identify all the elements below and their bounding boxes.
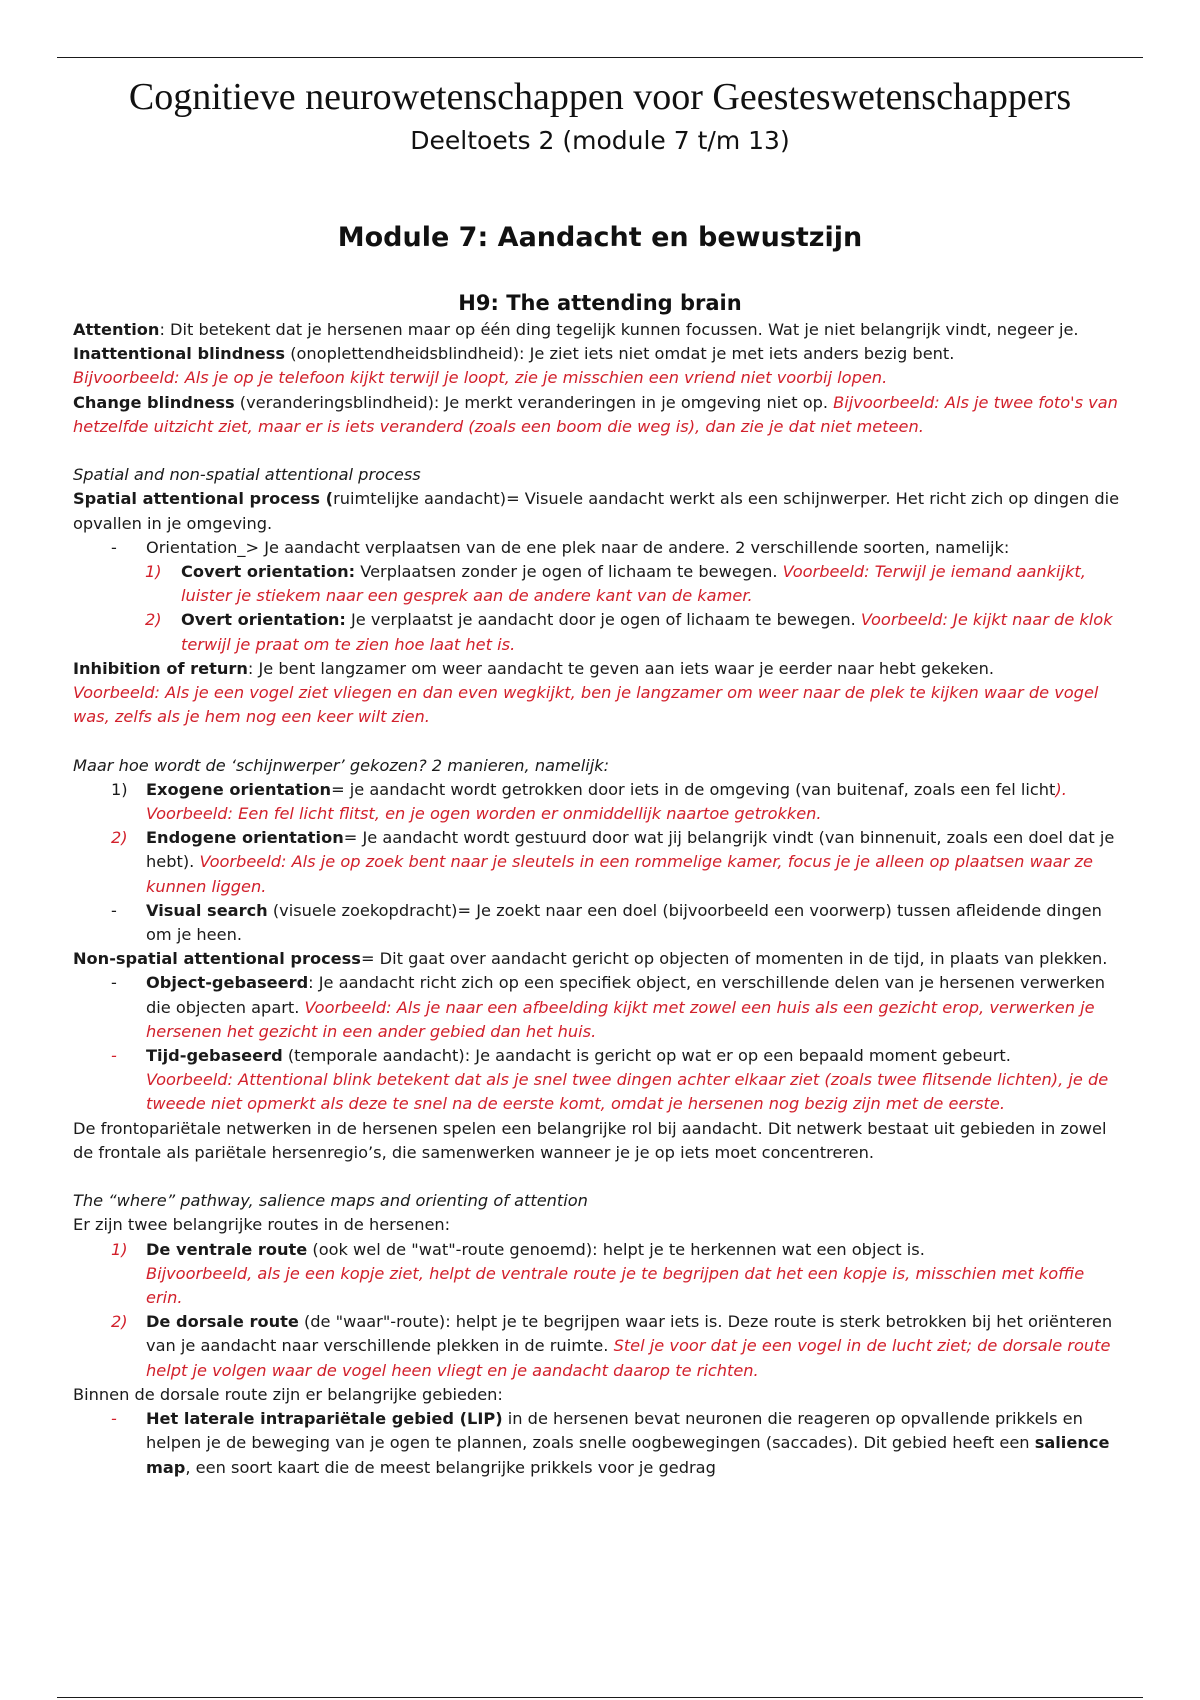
inhibition-paragraph: Inhibition of return: Je bent langzamer om weer aandacht te geven aan iets waar je eerder naar hebt gekeken. — [73, 658, 995, 678]
dorsal-example: Stel je voor dat je een vogel in de lucht ziet; de dorsale route helpt je volgen waar de vogel heen vliegt en je aandacht daarop te richten. — [146, 1336, 1111, 1380]
document-title: Cognitieve neurowetenschappen voor Geesteswetenschappers — [128, 76, 1072, 118]
term-tijd: Tijd-gebaseerd — [146, 1046, 283, 1066]
document-subtitle: Deeltoets 2 (module 7 t/m 13) — [410, 126, 790, 155]
term-nonspatial: Non-spatial attentional process — [73, 949, 361, 969]
chapter-heading: H9: The attending brain — [458, 291, 742, 315]
list-item-dorsal: 2) De dorsale route (de "waar"-route): helpt je te begrijpen waar iets is. Deze route is sterk betrokken bij het oriënteren van je aandacht naar verschillende plekken in de ruimte. Stel je voor dat je een vogel in de lucht ziet; de dorsale route helpt je volgen waar de vogel heen vliegt en je aandacht daarop te richten. — [111, 1312, 1113, 1380]
overt-example: Voorbeeld: Je kijkt naar de klok terwijl je praat om te zien hoe laat het is. — [181, 610, 1113, 654]
frontoparietal-paragraph: De frontopariëtale netwerken in de hersenen spelen een belangrijke rol bij aandacht. Dit netwerk bestaat uit gebieden in zowel de frontale als pariëtale hersenregio’s, die samenwerken wanneer je je op iets moet concentreren. — [73, 1118, 1107, 1162]
list-item-endogene: 2) Endogene orientation= Je aandacht wordt gestuurd door wat jij belangrijk vindt (van binnenuit, zoals een doel dat je hebt). Voorbeeld: Als je op zoek bent naar je sleutels in een rommelige kamer, focus je je alleen op plaatsen waar ze kunnen liggen. — [111, 828, 1115, 896]
list-item-ventral: 1) De ventrale route (ook wel de "wat"-route genoemd): helpt je te herkennen wat een object is. Bijvoorbeeld, als je een kopje ziet, helpt de ventrale route je te begrijpen dat het een kopje is, misschien met koffie erin. — [111, 1239, 1085, 1308]
top-rule — [57, 57, 1143, 58]
list-item-object: - Object-gebaseerd: Je aandacht richt zich op een specifiek object, en verschillende delen van je hersenen verwerken die objecten apart. Voorbeeld: Als je naar een afbeelding kijkt met zowel een huis als een gezicht erop, verwerken je hersenen het gezicht in een ander gebied dan het huis. — [111, 973, 1106, 1041]
list-item-tijd: - Tijd-gebaseerd (temporale aandacht): Je aandacht is gericht op wat er op een bepaald moment gebeurt. Voorbeeld: Attentional blink betekent dat als je snel twee dingen achter elkaar ziet (zoals twee flitsende lichten), je de tweede niet opmerkt als deze te snel na de eerste komt, omdat je hersenen nog bezig zijn met de eerste. — [111, 1046, 1109, 1114]
exogene-example: ). Voorbeeld: Een fel licht flitst, en je ogen worden er onmiddellijk naartoe getrokken. — [146, 779, 1067, 824]
list-item-exogene: 1) Exogene orientation= je aandacht wordt getrokken door iets in de omgeving (van buitenaf, zoals een fel licht). Voorbeeld: Een fel licht flitst, en je ogen worden er onmiddellijk naartoe getrokken. — [111, 779, 1067, 824]
term-change: Change blindness — [73, 392, 235, 412]
object-example: Voorbeeld: Als je naar een afbeelding kijkt met zowel een huis als een gezicht erop, verwerken je hersenen het gezicht in een ander gebied dan het huis. — [146, 997, 1095, 1041]
term-overt: Overt orientation: — [181, 610, 346, 630]
term-attention: Attention — [73, 320, 160, 339]
bottom-rule — [57, 1697, 1143, 1698]
list-item-overt: 2) Overt orientation: Je verplaatst je aandacht door je ogen of lichaam te bewegen. Voorbeeld: Je kijkt naar de klok terwijl je praat om te zien hoe laat het is. — [145, 610, 1113, 654]
document-body — [73, 318, 1123, 1480]
covert-example: Voorbeeld: Terwijl je iemand aankijkt, luister je stiekem naar een gesprek aan de andere kant van de kamer. — [181, 562, 1086, 606]
spatial-subheading: Spatial and non-spatial attentional process — [73, 465, 421, 485]
endogene-example: Voorbeeld: Als je op zoek bent naar je sleutels in een rommelige kamer, focus je je alleen op plaatsen waar ze kunnen liggen. — [146, 852, 1093, 896]
searchlight-subheading: Maar hoe wordt de ‘schijnwerper’ gekozen? 2 manieren, namelijk: — [73, 755, 610, 775]
term-object: Object-gebaseerd — [146, 973, 309, 993]
term-visual-search: Visual search — [146, 900, 268, 920]
term-spatial: Spatial attentional process ( — [73, 489, 334, 509]
spatial-paragraph: Spatial attentional process (ruimtelijke aandacht)= Visuele aandacht werkt als een schijnwerper. Het richt zich op dingen die opvallen in je omgeving. — [73, 489, 1120, 533]
term-dorsal: De dorsale route — [146, 1312, 299, 1332]
routes-intro: Er zijn twee belangrijke routes in de hersenen: — [73, 1215, 451, 1235]
inattentional-example: Bijvoorbeeld: Als je op je telefoon kijkt terwijl je loopt, zie je misschien een vriend niet voorbij lopen. — [73, 368, 888, 388]
change-example: Bijvoorbeeld: Als je twee foto's van hetzelfde uitzicht ziet, maar er is iets veranderd (zoals een boom die weg is), dan zie je dat niet meteen. — [73, 392, 1118, 436]
term-exogene: Exogene orientation — [146, 779, 332, 799]
list-item-covert: 1) Covert orientation: Verplaatsen zonder je ogen of lichaam te bewegen. Voorbeeld: Terwijl je iemand aankijkt, luister je stiekem naar een gesprek aan de andere kant van de kamer. — [145, 562, 1086, 606]
term-ventral: De ventrale route — [146, 1239, 308, 1259]
change-paragraph: Change blindness (veranderingsblindheid): Je merkt veranderingen in je omgeving niet op. Bijvoorbeeld: Als je twee foto's van hetzelfde uitzicht ziet, maar er is iets veranderd (zoals een boom die weg is), dan zie je dat niet meteen. — [73, 392, 1118, 436]
list-item-lip: - Het laterale intrapariëtale gebied (LIP) in de hersenen bevat neuronen die reageren op opvallende prikkels en helpen je de beweging van je ogen te plannen, zoals snelle oogbewegingen (saccades). Dit gebied heeft een salience map, een soort kaart die de meest belangrijke prikkels voor je gedrag — [111, 1409, 1110, 1477]
dorsal-areas-intro: Binnen de dorsale route zijn er belangrijke gebieden: — [73, 1384, 503, 1404]
term-covert: Covert orientation: — [181, 562, 356, 582]
tijd-example: Voorbeeld: Attentional blink betekent dat als je snel twee dingen achter elkaar ziet (zoals twee flitsende lichten), je de tweede niet opmerkt als deze te snel na de eerste komt, omdat je hersenen nog bezig zijn met de eerste. — [146, 1070, 1109, 1114]
list-item-orientation: - Orientation_> Je aandacht verplaatsen van de ene plek naar de andere. 2 verschillende soorten, namelijk: — [111, 537, 1010, 557]
nonspatial-paragraph: Non-spatial attentional process= Dit gaat over aandacht gericht op objecten of momenten in de tijd, in plaats van plekken. — [73, 949, 1108, 969]
inattentional-paragraph: Inattentional blindness (onoplettendheidsblindheid): Je ziet iets niet omdat je met iets anders bezig bent. — [73, 344, 955, 364]
attention-paragraph: Attention: Dit betekent dat je hersenen maar op één ding tegelijk kunnen focussen. Wat je niet belangrijk vindt, negeer je. — [73, 320, 1079, 339]
module-heading: Module 7: Aandacht en bewustzijn — [337, 222, 863, 253]
term-lip: Het laterale intrapariëtale gebied (LIP) — [146, 1409, 503, 1429]
term-inhibition: Inhibition of return — [73, 658, 248, 678]
list-item-visual-search: - Visual search (visuele zoekopdracht)= Je zoekt naar een doel (bijvoorbeeld een voorwerp) tussen afleidende dingen om je heen. — [111, 900, 1102, 945]
inhibition-example: Voorbeeld: Als je een vogel ziet vliegen en dan even wegkijkt, ben je langzamer om weer naar de plek te kijken waar de vogel was, zelfs als je hem nog een keer wilt zien. — [73, 683, 1099, 727]
ventral-example: Bijvoorbeeld, als je een kopje ziet, helpt de ventrale route je te begrijpen dat het een kopje is, misschien met koffie erin. — [146, 1263, 1085, 1308]
term-salience-map: salience map — [146, 1433, 1110, 1477]
where-subheading: The “where” pathway, salience maps and orienting of attention — [73, 1191, 588, 1211]
term-inattentional: Inattentional blindness — [73, 344, 286, 364]
term-endogene: Endogene orientation — [146, 828, 344, 848]
